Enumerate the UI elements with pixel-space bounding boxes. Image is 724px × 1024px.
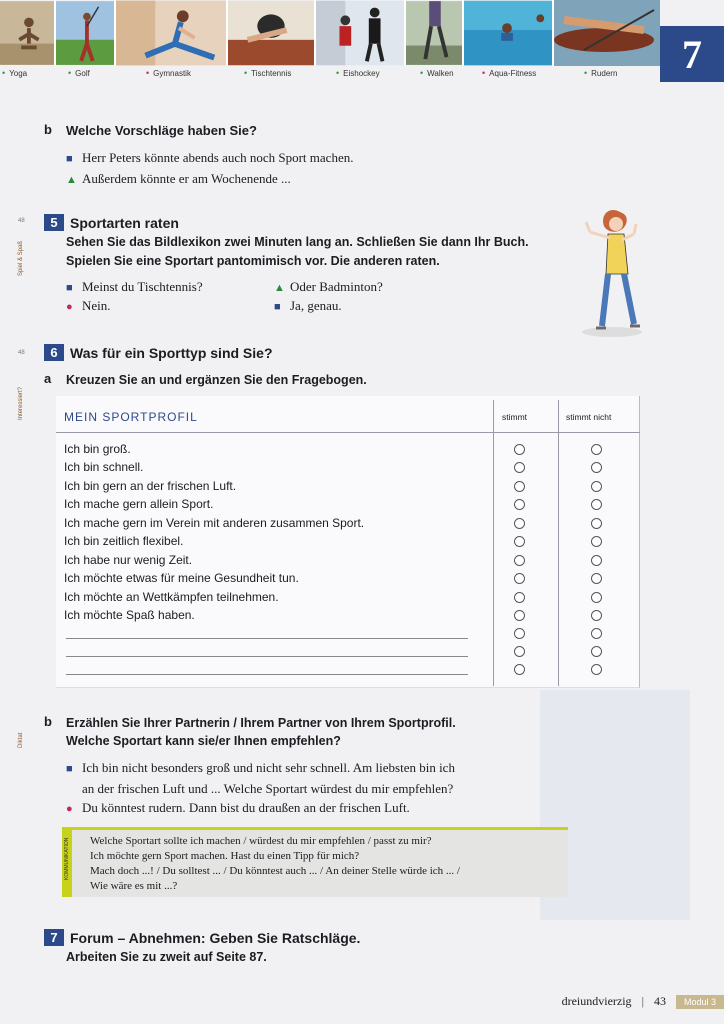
exercise-instruction: Arbeiten Sie zu zweit auf Seite 87. — [66, 950, 267, 964]
circle-icon: ● — [66, 301, 73, 313]
square-icon: ■ — [66, 282, 73, 294]
caption-aqua-fitness: • Aqua-Fitness — [482, 68, 537, 78]
section-letter: b — [44, 714, 52, 729]
part-a — [44, 371, 684, 389]
example-line: ■ Herr Peters könnte abends auch noch Sport machen. — [66, 148, 684, 169]
exercise-instruction: Sehen Sie das Bildlexikon zwei Minuten lang an. Schließen Sie dann Ihr Buch. — [66, 235, 529, 249]
stimmt-radio[interactable] — [514, 499, 525, 510]
caption-gymnastik: • Gymnastik — [146, 68, 191, 78]
walking-photo — [406, 0, 464, 66]
section-b-partner — [44, 714, 684, 819]
blank-row — [64, 624, 624, 642]
chapter-number: 7 — [660, 26, 724, 82]
redemittel-line: Mach doch ...! / Du solltest ... / Du könntest auch ... / An deiner Stelle würde ich ... / — [90, 865, 460, 877]
redemittel-box — [62, 827, 568, 897]
sport-profile-table — [56, 396, 640, 688]
caption-walken: • Walken — [420, 68, 454, 78]
yoga-photo — [0, 0, 56, 66]
margin-reference: 48 — [18, 218, 25, 224]
column-stimmt: stimmt — [502, 412, 528, 422]
stimmt-nicht-radio[interactable] — [591, 462, 602, 473]
dialog-line: ● Nein. — [66, 296, 111, 317]
blank-input-line[interactable] — [66, 638, 468, 639]
stimmt-nicht-radio[interactable] — [591, 628, 602, 639]
module-badge: Modul 3 — [676, 995, 724, 1009]
page-number: 43 — [653, 994, 666, 1008]
stimmt-radio[interactable] — [514, 555, 525, 566]
section-b-suggestions — [44, 122, 684, 190]
stimmt-radio[interactable] — [514, 481, 525, 492]
exercise-number: 7 — [44, 929, 64, 946]
ice-hockey-photo — [316, 0, 406, 66]
stimmt-radio[interactable] — [514, 573, 525, 584]
example-line: ▲ Außerdem könnte er am Wochenende ... — [66, 169, 684, 190]
redemittel-side-bar: KOMMUNIKATION — [62, 830, 72, 897]
blank-row — [64, 660, 624, 678]
profile-row: Ich bin groß. — [64, 440, 624, 458]
blank-input-line[interactable] — [66, 674, 468, 675]
stimmt-nicht-radio[interactable] — [591, 592, 602, 603]
exercise-instruction: Spielen Sie eine Sportart pantomimisch vor. Die anderen raten. — [66, 254, 440, 268]
stimmt-nicht-radio[interactable] — [591, 573, 602, 584]
margin-tag: Diktat — [18, 732, 24, 748]
caption-eishockey: • Eishockey — [336, 68, 380, 78]
part-a-instruction: Kreuzen Sie an und ergänzen Sie den Fragebogen. — [66, 373, 367, 387]
example-line-continued: an der frischen Luft und ... Welche Sportart würdest du mir empfehlen? — [82, 781, 454, 796]
exercise-number: 6 — [44, 344, 64, 361]
stimmt-radio[interactable] — [514, 444, 525, 455]
stimmt-radio[interactable] — [514, 518, 525, 529]
strip-captions — [0, 67, 660, 81]
example-line: ● Du könntest rudern. Dann bist du draußen an der frischen Luft. — [66, 798, 684, 819]
stimmt-radio[interactable] — [514, 592, 525, 603]
exercise-7 — [44, 928, 684, 967]
exercise-title: 7 Forum – Abnehmen: Geben Sie Ratschläge. — [44, 928, 684, 948]
golf-photo — [56, 0, 116, 66]
profile-row: Ich bin gern an der frischen Luft. — [64, 477, 624, 495]
stimmt-nicht-radio[interactable] — [591, 664, 602, 675]
stimmt-nicht-radio[interactable] — [591, 536, 602, 547]
example-line: ■ Ich bin nicht besonders groß und nicht sehr schnell. Am liebsten bin ich — [66, 758, 684, 779]
stimmt-radio[interactable] — [514, 536, 525, 547]
margin-reference: 48 — [18, 350, 25, 356]
profile-title: MEIN SPORTPROFIL — [64, 410, 198, 424]
section-letter: b — [44, 122, 52, 137]
profile-row: Ich möchte an Wettkämpfen teilnehmen. — [64, 588, 624, 606]
dialog-line: ■ Meinst du Tischtennis? — [66, 277, 203, 298]
stimmt-radio[interactable] — [514, 610, 525, 621]
page-number-word: dreiundvierzig — [561, 994, 632, 1008]
page-footer — [562, 994, 724, 1009]
stimmt-radio[interactable] — [514, 664, 525, 675]
section-question: Erzählen Sie Ihrer Partnerin / Ihrem Partner von Ihrem Sportprofil. — [66, 716, 456, 730]
gymnastics-photo — [116, 0, 228, 66]
caption-tischtennis: • Tischtennis — [244, 68, 292, 78]
section-question: Welche Sportart kann sie/er Ihnen empfehlen? — [66, 734, 341, 748]
sport-photo-strip — [0, 0, 660, 68]
dialog-example — [44, 277, 554, 317]
redemittel-line: Wie wäre es mit ...? — [90, 880, 178, 892]
stimmt-nicht-radio[interactable] — [591, 646, 602, 657]
caption-yoga: • Yoga — [2, 68, 28, 78]
stimmt-nicht-radio[interactable] — [591, 610, 602, 621]
stimmt-nicht-radio[interactable] — [591, 444, 602, 455]
caption-rudern: • Rudern — [584, 68, 618, 78]
redemittel-line: Ich möchte gern Sport machen. Hast du einen Tipp für mich? — [90, 850, 360, 862]
profile-row: Ich möchte Spaß haben. — [64, 606, 624, 624]
section-question: Welche Vorschläge haben Sie? — [66, 123, 257, 138]
stimmt-nicht-radio[interactable] — [591, 555, 602, 566]
rowing-photo — [554, 0, 660, 66]
square-icon: ■ — [66, 763, 73, 775]
blank-row — [64, 642, 624, 660]
dialog-line: ■ Ja, genau. — [274, 296, 342, 317]
aqua-fitness-photo — [464, 0, 554, 66]
exercise-title: 5 Sportarten raten — [44, 213, 554, 233]
header-divider — [56, 432, 640, 433]
exercise-5 — [44, 213, 554, 317]
square-icon: ■ — [66, 153, 73, 165]
stimmt-radio[interactable] — [514, 462, 525, 473]
triangle-icon: ▲ — [274, 282, 285, 294]
profile-row: Ich mache gern im Verein mit anderen zusammen Sport. — [64, 514, 624, 532]
profile-row: Ich bin schnell. — [64, 458, 624, 476]
blank-input-line[interactable] — [66, 656, 468, 657]
margin-tag: Interessiert? — [18, 386, 24, 420]
dialog-line: ▲ Oder Badminton? — [274, 277, 383, 298]
section-letter: a — [44, 371, 52, 386]
profile-row: Ich habe nur wenig Zeit. — [64, 551, 624, 569]
margin-tag: Spiel & Spaß — [18, 240, 24, 276]
exercise-number: 5 — [44, 214, 64, 231]
table-tennis-photo — [228, 0, 316, 66]
pantomime-figure-illustration — [572, 204, 652, 340]
profile-row: Ich bin zeitlich flexibel. — [64, 532, 624, 550]
triangle-icon: ▲ — [66, 174, 77, 186]
exercise-title: 6 Was für ein Sporttyp sind Sie? — [44, 343, 684, 363]
stimmt-nicht-radio[interactable] — [591, 499, 602, 510]
circle-icon: ● — [66, 803, 73, 815]
profile-row: Ich mache gern allein Sport. — [64, 495, 624, 513]
column-stimmt-nicht: stimmt nicht — [566, 412, 612, 422]
caption-golf: • Golf — [68, 68, 90, 78]
stimmt-radio[interactable] — [514, 628, 525, 639]
stimmt-nicht-radio[interactable] — [591, 481, 602, 492]
footer-separator: | — [641, 994, 644, 1008]
square-icon: ■ — [274, 301, 281, 313]
profile-row: Ich möchte etwas für meine Gesundheit tun. — [64, 569, 624, 587]
redemittel-line: Welche Sportart sollte ich machen / würdest du mir empfehlen / passt zu mir? — [90, 835, 432, 847]
stimmt-radio[interactable] — [514, 646, 525, 657]
stimmt-nicht-radio[interactable] — [591, 518, 602, 529]
exercise-6 — [44, 343, 684, 389]
